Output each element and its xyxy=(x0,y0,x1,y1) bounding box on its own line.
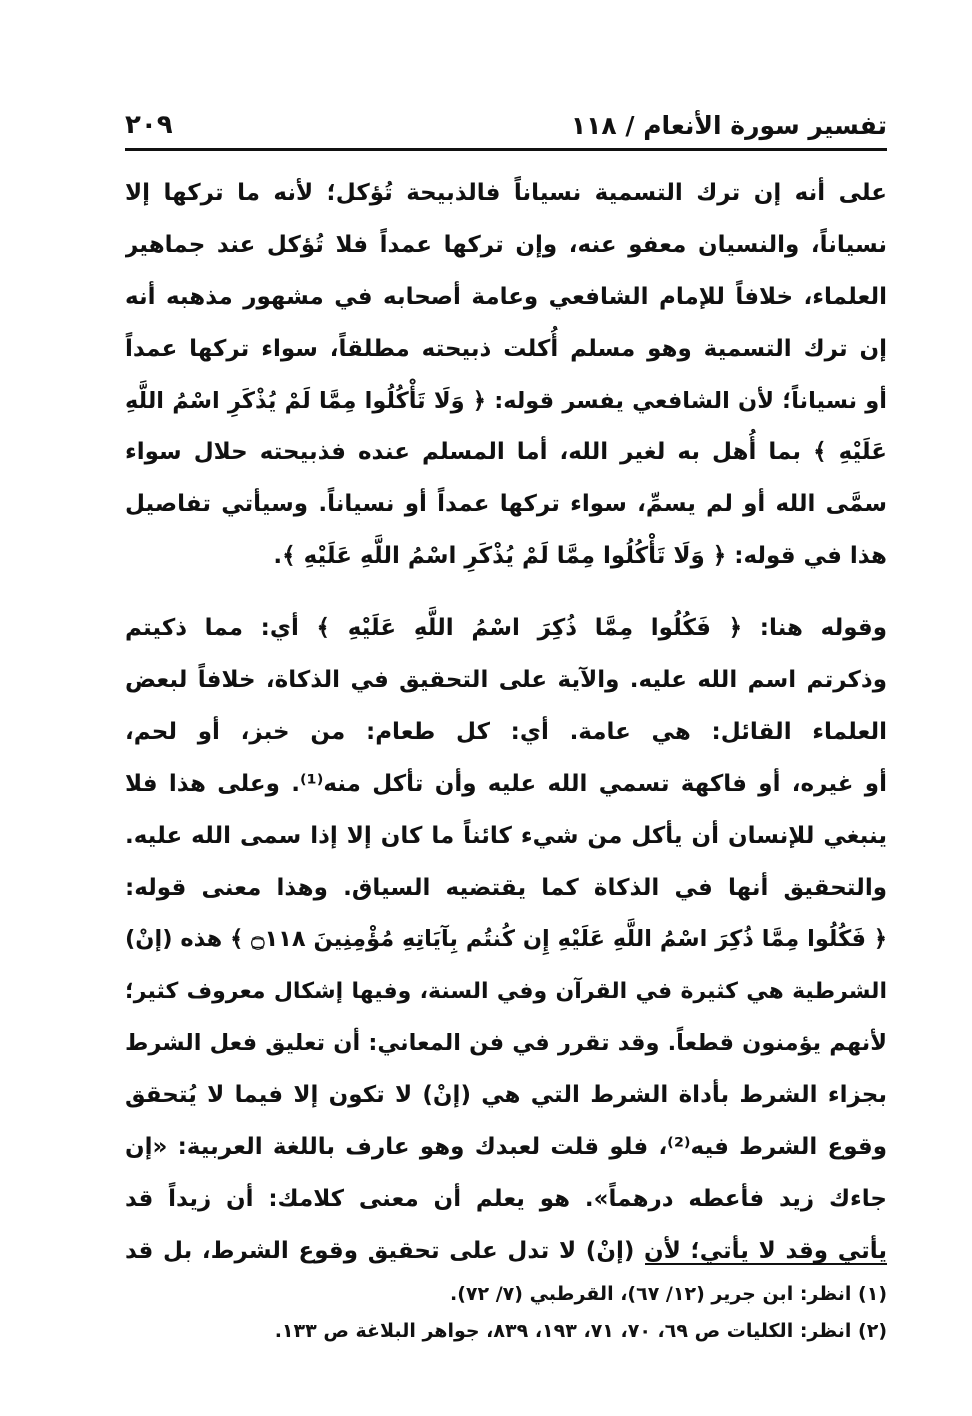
paragraph-1 xyxy=(125,168,887,583)
text-line: أو غيره، أو فاكهة تسمي الله عليه وأن تأكل منه⁽¹⁾. وعلى هذا فلا xyxy=(125,770,887,797)
header-rule xyxy=(125,148,887,151)
text-line: وقوع الشرط فيه⁽²⁾، فلو قلت لعبدك وهو عارف باللغة العربية: «إن xyxy=(125,1134,887,1161)
page-number: ٢٠٩ xyxy=(125,110,173,140)
text-line: نسياناً، والنسيان معفو عنه، وإن تركها عمداً فلا تُؤكل عند جماهير xyxy=(125,231,887,258)
text-line: إن ترك التسمية وهو مسلم أُكلت ذبيحته مطلقاً، سواء تركها عمداً xyxy=(125,335,887,362)
text-line: على أنه إن ترك التسمية نسياناً فالذبيحة تُؤكل؛ لأنه ما تركها إلا xyxy=(125,180,887,206)
text-line: جاءك زيد فأعطه درهماً». هو يعلم أن معنى كلامك: أن زيداً قد xyxy=(125,1185,887,1212)
paragraph-gap xyxy=(125,583,887,603)
text-line: العلماء القائل: هي عامة. أي: كل طعام: من خبز، أو لحم، xyxy=(125,718,887,745)
text-line: وذكرتم اسم الله عليه. والآية على التحقيق في الذكاة، خلافاً لبعض xyxy=(125,667,887,694)
footnote-2: (٢) انظر: الكليات ص ٦٩، ٧٠، ٧١، ١٩٣، ٨٣٩، جواهر البلاغة ص ١٣٣. xyxy=(274,1320,887,1342)
footnotes xyxy=(125,1276,887,1350)
page-header xyxy=(125,98,887,140)
paragraph-2 xyxy=(125,603,887,1278)
text-line: لأنهم يؤمنون قطعاً. وقد تقرر في فن المعاني: أن تعليق فعل الشرط xyxy=(125,1030,887,1057)
text-line: أو نسياناً؛ لأن الشافعي يفسر قوله: ﴿ وَلَا تَأْكُلُوا مِمَّا لَمْ يُذْكَرِ اسْمُ اللَّهِ xyxy=(125,387,887,414)
text-line: ينبغي للإنسان أن يأكل من شيء كائناً ما كان إلا إذا سمى الله عليه. xyxy=(125,822,887,849)
text-line: والتحقيق أنها في الذكاة كما يقتضيه السياق. وهذا معنى قوله: xyxy=(125,874,887,901)
text-line: سمَّى الله أو لم يسمِّ، سواء تركها عمداً أو نسياناً. وسيأتي تفاصيل xyxy=(125,491,887,518)
text-line: يأتي وقد لا يأتي؛ لأن (إنْ) لا تدل على تحقيق وقوع الشرط، بل قد xyxy=(125,1237,887,1264)
text-line: الشرطية هي كثيرة في القرآن وفي السنة، وفيها إشكال معروف كثير؛ xyxy=(125,979,887,1005)
text-line: عَلَيْهِ ﴾ بما أُهل به لغير الله، أما المسلم عنده فذبيحته حلال سواء xyxy=(125,439,887,466)
main-text xyxy=(125,168,887,1278)
running-title: تفسير سورة الأنعام / ١١٨ xyxy=(570,111,887,140)
text-line: ﴿ فَكُلُوا مِمَّا ذُكِرَ اسْمُ اللَّهِ عَلَيْهِ إِن كُنتُم بِآيَاتِهِ مُؤْمِنِينَ ۝١١٨ ﴾ هذه (إنْ) xyxy=(125,926,887,953)
text-line: هذا في قوله: ﴿ وَلَا تَأْكُلُوا مِمَّا لَمْ يُذْكَرِ اسْمُ اللَّهِ عَلَيْهِ ﴾. xyxy=(273,543,887,570)
footnote-rule xyxy=(645,1263,887,1265)
text-line: بجزاء الشرط بأداة الشرط التي هي (إنْ) لا تكون إلا فيما لا يُتحقق xyxy=(125,1082,887,1109)
text-line: العلماء، خلافاً للإمام الشافعي وعامة أصحابه في مشهور مذهبه أنه xyxy=(125,283,887,310)
footnote-1: (١) انظر: ابن جرير (١٢/ ٦٧)، القرطبي (٧/ ٧٢). xyxy=(449,1283,887,1305)
text-line: وقوله هنا: ﴿ فَكُلُوا مِمَّا ذُكِرَ اسْمُ اللَّهِ عَلَيْهِ ﴾ أي: مما ذكيتم xyxy=(125,615,887,642)
